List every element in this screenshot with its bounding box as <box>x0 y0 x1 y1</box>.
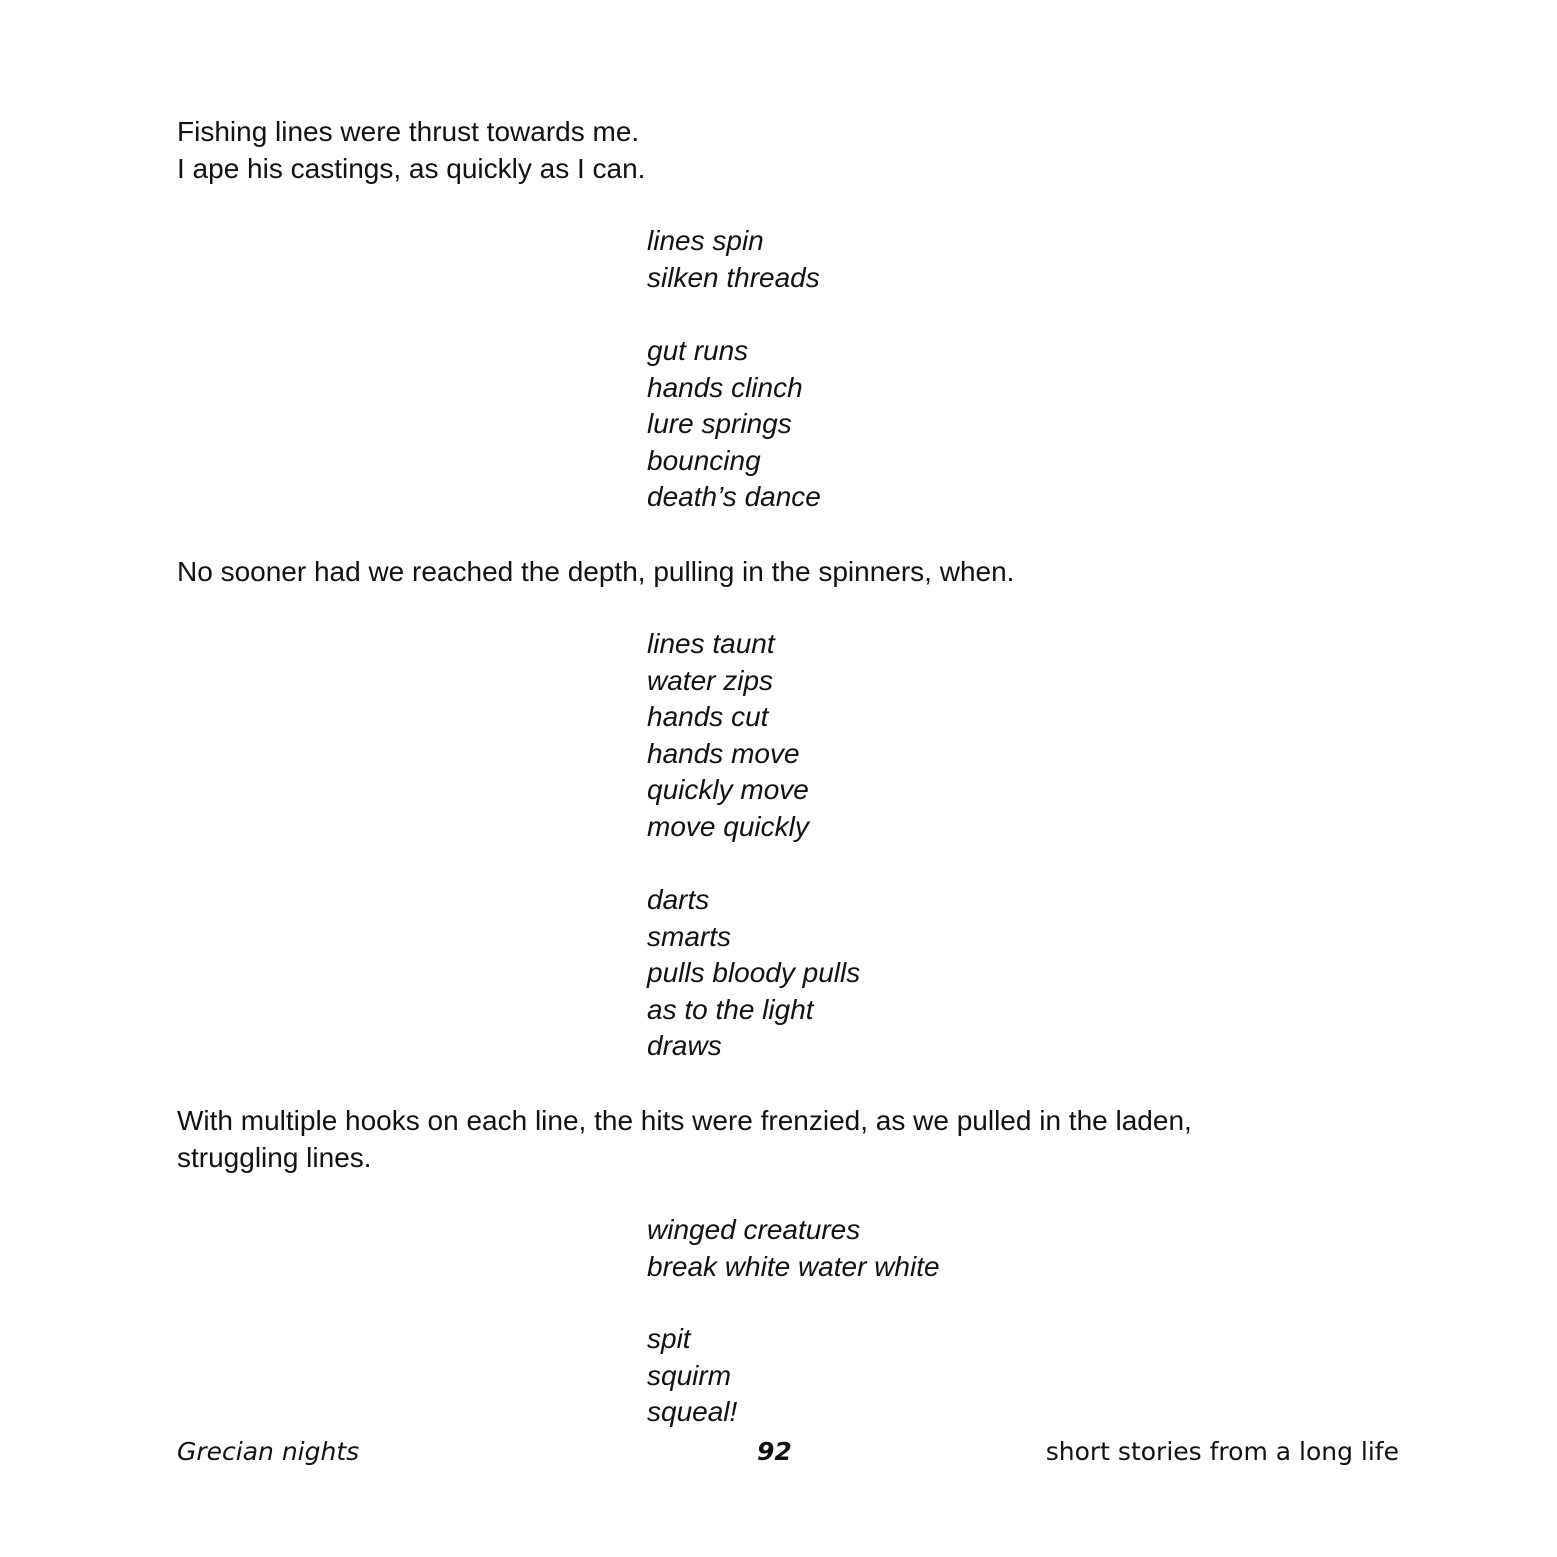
narrative-paragraph <box>177 554 1317 591</box>
paragraph-line: With multiple hooks on each line, the hits were frenzied, as we pulled in the laden, <box>177 1105 1192 1136</box>
verse-line: draws <box>647 1030 722 1062</box>
verse-line: spit <box>647 1323 691 1354</box>
narrative-paragraph <box>177 1103 1317 1176</box>
verse-stanza <box>647 626 809 846</box>
verse-line: squeal! <box>647 1396 738 1428</box>
verse-line: as to the light <box>647 993 814 1025</box>
verse-line: move quickly <box>647 810 809 842</box>
verse-line: pulls bloody pulls <box>647 957 861 989</box>
verse-line: lure springs <box>647 408 792 440</box>
footer-book-title: short stories from a long life <box>1045 1437 1399 1466</box>
verse-line: smarts <box>647 920 731 952</box>
verse-line: winged creatures <box>647 1214 861 1245</box>
paragraph-line: struggling lines. <box>177 1141 372 1173</box>
verse-line: gut runs <box>647 335 749 366</box>
verse-line: hands move <box>647 737 800 769</box>
verse-stanza <box>647 1212 940 1285</box>
verse-line: death’s dance <box>647 481 821 513</box>
verse-line: bouncing <box>647 444 761 476</box>
verse-stanza <box>647 1321 737 1431</box>
verse-stanza <box>647 882 860 1065</box>
verse-stanza <box>647 333 821 516</box>
verse-line: quickly move <box>647 774 809 806</box>
verse-line: hands clinch <box>647 371 803 403</box>
footer-chapter-title: Grecian nights <box>177 1437 360 1466</box>
paragraph-line: No sooner had we reached the depth, pulling in the spinners, when. <box>177 556 1015 587</box>
verse-line: break white water white <box>647 1250 940 1282</box>
intro-paragraph <box>177 114 1317 187</box>
verse-line: lines taunt <box>647 628 775 659</box>
intro-line: I ape his castings, as quickly as I can. <box>177 152 646 184</box>
verse-line: lines spin <box>647 225 764 256</box>
verse-line: silken threads <box>647 261 820 293</box>
verse-line: squirm <box>647 1359 732 1391</box>
verse-line: water zips <box>647 664 774 696</box>
page-footer <box>0 1432 1557 1472</box>
verse-stanza <box>647 223 820 296</box>
page-number: 92 <box>757 1437 792 1466</box>
verse-line: hands cut <box>647 701 769 733</box>
intro-line: Fishing lines were thrust towards me. <box>177 116 640 147</box>
verse-line: darts <box>647 884 710 915</box>
